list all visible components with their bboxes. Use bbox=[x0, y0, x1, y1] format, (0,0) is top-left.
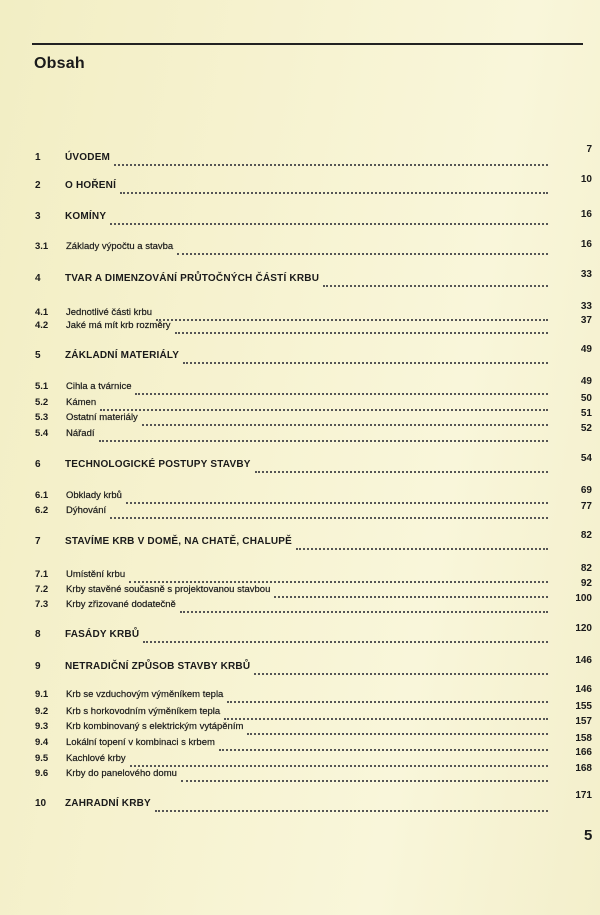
dot-leader bbox=[130, 755, 548, 767]
toc-entry-number: 5 bbox=[35, 350, 41, 361]
toc-entry-page: 16 bbox=[580, 209, 592, 220]
dot-leader bbox=[255, 461, 548, 473]
toc-entry-title: TECHNOLOGICKÉ POSTUPY STAVBY bbox=[65, 459, 251, 470]
toc-entry-title: Základy výpočtu a stavba bbox=[66, 241, 174, 252]
toc-entry-number: 6.2 bbox=[35, 505, 49, 516]
toc-entry-title: NETRADIČNÍ ZPŮSOB STAVBY KRBŮ bbox=[65, 661, 251, 672]
toc-entry[interactable] bbox=[0, 269, 600, 287]
toc-entry-page: 157 bbox=[575, 716, 592, 727]
toc-entry-page: 37 bbox=[580, 315, 592, 326]
toc-entry-page: 49 bbox=[580, 376, 592, 387]
toc-entry[interactable] bbox=[0, 563, 600, 583]
dot-leader bbox=[227, 691, 548, 703]
toc-entry[interactable] bbox=[0, 578, 600, 598]
toc-entry-number: 4 bbox=[35, 273, 41, 284]
dot-leader bbox=[219, 739, 548, 751]
toc-entry[interactable] bbox=[0, 623, 600, 643]
dot-leader bbox=[180, 601, 548, 613]
toc-entry-page: 92 bbox=[580, 578, 592, 589]
toc-entry-page: 171 bbox=[575, 790, 592, 801]
page-title: Obsah bbox=[34, 55, 85, 72]
toc-entry[interactable] bbox=[0, 790, 600, 812]
dot-leader bbox=[110, 507, 548, 519]
toc-entry-number: 1 bbox=[35, 152, 41, 163]
toc-entry-number: 7.3 bbox=[35, 599, 49, 610]
toc-entry-title: STAVÍME KRB V DOMĚ, NA CHATĚ, CHALUPĚ bbox=[65, 536, 293, 547]
dot-leader bbox=[224, 708, 548, 720]
dot-leader bbox=[100, 399, 548, 411]
toc-entry-title: Krby stavěné současně s projektovanou stavbou bbox=[66, 584, 271, 595]
toc-entry-page: 158 bbox=[575, 733, 592, 744]
dot-leader bbox=[135, 383, 548, 395]
toc-entry-number: 2 bbox=[35, 180, 41, 191]
toc-entry-title: KOMÍNY bbox=[65, 211, 107, 222]
toc-entry-number: 3 bbox=[35, 211, 41, 222]
toc-entry-page: 100 bbox=[575, 593, 592, 604]
toc-entry-title: O HOŘENÍ bbox=[65, 180, 117, 191]
toc-entry-title: FASÁDY KRBŮ bbox=[65, 629, 140, 640]
toc-entry-number: 5.1 bbox=[35, 381, 49, 392]
toc-entry-page: 120 bbox=[575, 623, 592, 634]
toc-entry[interactable] bbox=[0, 241, 600, 255]
toc-entry-page: 54 bbox=[580, 453, 592, 464]
toc-entry[interactable] bbox=[0, 408, 600, 426]
toc-entry-page: 155 bbox=[575, 701, 592, 712]
toc-entry-number: 9.2 bbox=[35, 706, 49, 717]
toc-entry-title: Obklady krbů bbox=[66, 490, 122, 501]
toc-entry-number: 5.3 bbox=[35, 412, 49, 423]
toc-entry-page: 146 bbox=[575, 684, 592, 695]
toc-entry-title: Jednotlivé části krbu bbox=[66, 307, 153, 318]
toc-entry[interactable] bbox=[0, 701, 600, 720]
toc-entry-number: 6.1 bbox=[35, 490, 49, 501]
toc-entry-page: 33 bbox=[580, 301, 592, 312]
dot-leader bbox=[323, 275, 548, 287]
dot-leader bbox=[120, 182, 548, 194]
dot-leader bbox=[155, 800, 548, 812]
page-number: 5 bbox=[584, 827, 593, 844]
toc-entry-number: 7.2 bbox=[35, 584, 49, 595]
toc-entry-number: 4.2 bbox=[35, 320, 49, 331]
toc-entry-number: 10 bbox=[35, 798, 47, 809]
toc-entry-title: Ostatní materiály bbox=[66, 412, 138, 423]
toc-entry-page: 82 bbox=[580, 530, 592, 541]
toc-entry[interactable] bbox=[0, 733, 600, 751]
dot-leader bbox=[181, 770, 548, 782]
dot-leader bbox=[177, 243, 548, 255]
toc-entry-page: 33 bbox=[580, 269, 592, 280]
toc-entry-title: Krb se vzduchovým výměníkem tepla bbox=[66, 689, 224, 700]
toc-entry-number: 9.1 bbox=[35, 689, 49, 700]
toc-entry[interactable] bbox=[0, 376, 600, 395]
dot-leader bbox=[126, 492, 548, 504]
dot-leader bbox=[247, 723, 548, 735]
toc-entry-page: 50 bbox=[580, 393, 592, 404]
toc-entry-page: 82 bbox=[580, 563, 592, 574]
toc-entry-title: Dýhování bbox=[66, 505, 107, 516]
toc-entry-number: 9.5 bbox=[35, 753, 49, 764]
toc-entry-number: 9.4 bbox=[35, 737, 49, 748]
dot-leader bbox=[175, 322, 548, 334]
toc-entry-number: 7.1 bbox=[35, 569, 49, 580]
dot-leader bbox=[142, 414, 548, 426]
toc-entry-title: Umístění krbu bbox=[66, 569, 126, 580]
toc-entry[interactable] bbox=[0, 174, 600, 194]
toc-entry-title: Krby do panelového domu bbox=[66, 768, 177, 779]
toc-entry-title: Nářadí bbox=[66, 428, 95, 439]
toc-entry-title: Kachlové krby bbox=[66, 753, 126, 764]
dot-leader bbox=[143, 631, 548, 643]
toc-entry-number: 5.4 bbox=[35, 428, 49, 439]
toc-entry-title: ÚVODEM bbox=[65, 152, 111, 163]
toc-entry[interactable] bbox=[0, 593, 600, 613]
toc-entry-page: 16 bbox=[580, 239, 592, 250]
toc-entry-page: 77 bbox=[580, 501, 592, 512]
toc-entry[interactable] bbox=[0, 301, 600, 321]
toc-entry-number: 5.2 bbox=[35, 397, 49, 408]
dot-leader bbox=[114, 154, 548, 166]
dot-leader bbox=[129, 571, 548, 583]
toc-entry-number: 4.1 bbox=[35, 307, 49, 318]
toc-entry[interactable] bbox=[0, 501, 600, 519]
toc-entry-number: 6 bbox=[35, 459, 41, 470]
dot-leader bbox=[183, 352, 548, 364]
toc-entry-title: Krb kombinovaný s elektrickým vytápěním bbox=[66, 721, 244, 732]
toc-entry[interactable] bbox=[0, 530, 600, 550]
top-rule bbox=[32, 43, 583, 45]
dot-leader bbox=[99, 430, 548, 442]
toc-entry[interactable] bbox=[0, 344, 600, 364]
toc-entry-number: 9 bbox=[35, 661, 41, 672]
toc-entry-title: Kámen bbox=[66, 397, 97, 408]
toc-entry-title: ZAHRADNÍ KRBY bbox=[65, 798, 151, 809]
toc-entry-number: 9.6 bbox=[35, 768, 49, 779]
dot-leader bbox=[254, 663, 548, 675]
toc-entry-number: 3.1 bbox=[35, 241, 49, 252]
dot-leader bbox=[296, 538, 548, 550]
toc-entry-title: Krb s horkovodním výměníkem tepla bbox=[66, 706, 221, 717]
toc-entry-page: 146 bbox=[575, 655, 592, 666]
toc-entry-title: ZÁKLADNÍ MATERIÁLY bbox=[65, 350, 180, 361]
toc-entry-page: 52 bbox=[580, 423, 592, 434]
toc-entry[interactable] bbox=[0, 211, 600, 225]
toc-entry-title: TVAR A DIMENZOVÁNÍ PRŮTOČNÝCH ČÁSTÍ KRBU bbox=[65, 273, 320, 284]
toc-entry[interactable] bbox=[0, 763, 600, 782]
toc-entry[interactable] bbox=[0, 485, 600, 504]
toc-entry-title: Jaké má mít krb rozměry bbox=[66, 320, 171, 331]
toc-entry[interactable] bbox=[0, 315, 600, 334]
toc-entry-page: 49 bbox=[580, 344, 592, 355]
toc-entry-page: 69 bbox=[580, 485, 592, 496]
toc-entry-title: Lokální topení v kombinaci s krbem bbox=[66, 737, 215, 748]
toc-entry-page: 10 bbox=[580, 174, 592, 185]
toc-entry-page: 168 bbox=[575, 763, 592, 774]
dot-leader bbox=[110, 213, 548, 225]
toc-entry[interactable] bbox=[0, 453, 600, 473]
toc-entry[interactable] bbox=[0, 747, 600, 767]
toc-entry[interactable] bbox=[0, 393, 600, 411]
toc-entry-number: 7 bbox=[35, 536, 41, 547]
toc-entry[interactable] bbox=[0, 716, 600, 735]
toc-entry[interactable] bbox=[0, 423, 600, 442]
toc-entry-number: 8 bbox=[35, 629, 41, 640]
toc-entry-number: 9.3 bbox=[35, 721, 49, 732]
toc-entry-page: 51 bbox=[580, 408, 592, 419]
dot-leader bbox=[274, 586, 548, 598]
toc-entry-title: Cihla a tvárnice bbox=[66, 381, 132, 392]
toc-entry[interactable] bbox=[0, 655, 600, 675]
toc-entry-title: Krby zřizované dodatečně bbox=[66, 599, 176, 610]
toc-entry[interactable] bbox=[0, 144, 600, 166]
toc-entry[interactable] bbox=[0, 684, 600, 703]
toc-entry-page: 7 bbox=[586, 144, 592, 155]
toc-entry-page: 166 bbox=[575, 747, 592, 758]
